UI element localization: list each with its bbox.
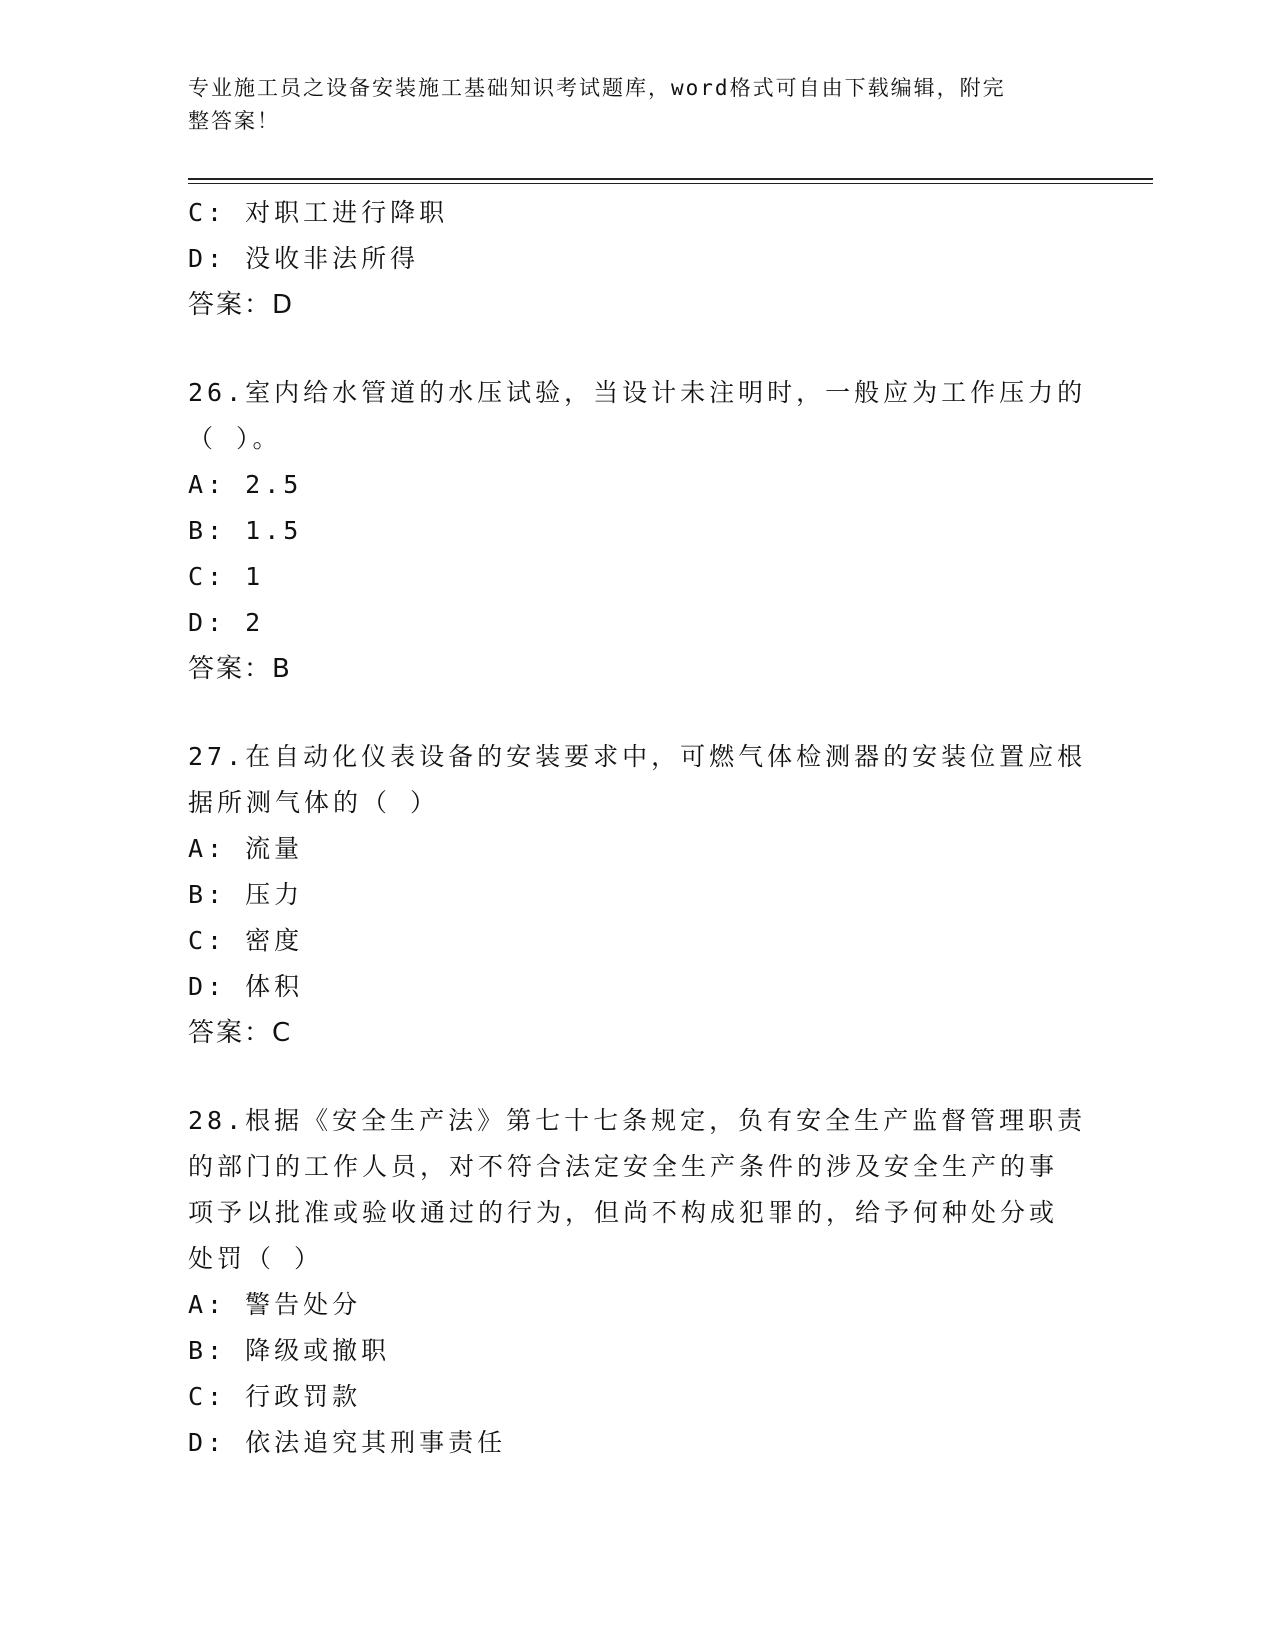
option-c: C: 密度 — [188, 926, 304, 955]
question-stem-line: 的部门的工作人员，对不符合法定安全生产条件的涉及安全生产的事 — [188, 1152, 1059, 1181]
spacer — [188, 328, 1088, 370]
option-c: C: 对职工进行降职 — [188, 198, 449, 227]
option-d: D: 2 — [188, 608, 265, 637]
option-d: D: 体积 — [188, 972, 304, 1001]
question-28 — [188, 1098, 1088, 1466]
option-a: A: 2.5 — [188, 470, 303, 499]
question-list — [188, 190, 1088, 1466]
question-27 — [188, 734, 1088, 1056]
option-d: D: 依法追究其刑事责任 — [188, 1428, 507, 1457]
option-c: C: 1 — [188, 562, 265, 591]
option-a: A: 警告处分 — [188, 1290, 362, 1319]
question-25-tail — [188, 190, 1088, 328]
option-b: B: 1.5 — [188, 516, 303, 545]
answer-label: 答案：C — [188, 1018, 293, 1048]
header-divider-thin — [188, 183, 1153, 184]
option-d: D: 没收非法所得 — [188, 244, 420, 273]
option-a: A: 流量 — [188, 834, 304, 863]
option-c: C: 行政罚款 — [188, 1382, 362, 1411]
answer-label: 答案：D — [188, 290, 295, 320]
question-stem-line: 项予以批准或验收通过的行为，但尚不构成犯罪的，给予何种处分或 — [188, 1198, 1059, 1227]
question-stem-line: 28.根据《安全生产法》第七十七条规定，负有安全生产监督管理职责 — [188, 1106, 1087, 1135]
question-stem-line: 据所测气体的（ ） — [188, 788, 440, 817]
answer-label: 答案：B — [188, 654, 292, 684]
option-b: B: 降级或撤职 — [188, 1336, 391, 1365]
question-stem-line: 27.在自动化仪表设备的安装要求中，可燃气体检测器的安装位置应根 — [188, 742, 1087, 771]
spacer — [188, 692, 1088, 734]
header-title-line-2: 整答案！ — [188, 109, 280, 133]
question-stem-line: 26.室内给水管道的水压试验，当设计未注明时，一般应为工作压力的 — [188, 378, 1087, 407]
document-header — [188, 72, 1068, 138]
option-b: B: 压力 — [188, 880, 304, 909]
question-stem-line: （ ）。 — [188, 424, 282, 453]
question-26 — [188, 370, 1088, 692]
header-divider-thick — [188, 178, 1153, 180]
spacer — [188, 1056, 1088, 1098]
header-title-line-1: 专业施工员之设备安装施工基础知识考试题库，word格式可自由下载编辑，附完 — [188, 76, 1006, 100]
question-stem-line: 处罚（ ） — [188, 1244, 324, 1273]
